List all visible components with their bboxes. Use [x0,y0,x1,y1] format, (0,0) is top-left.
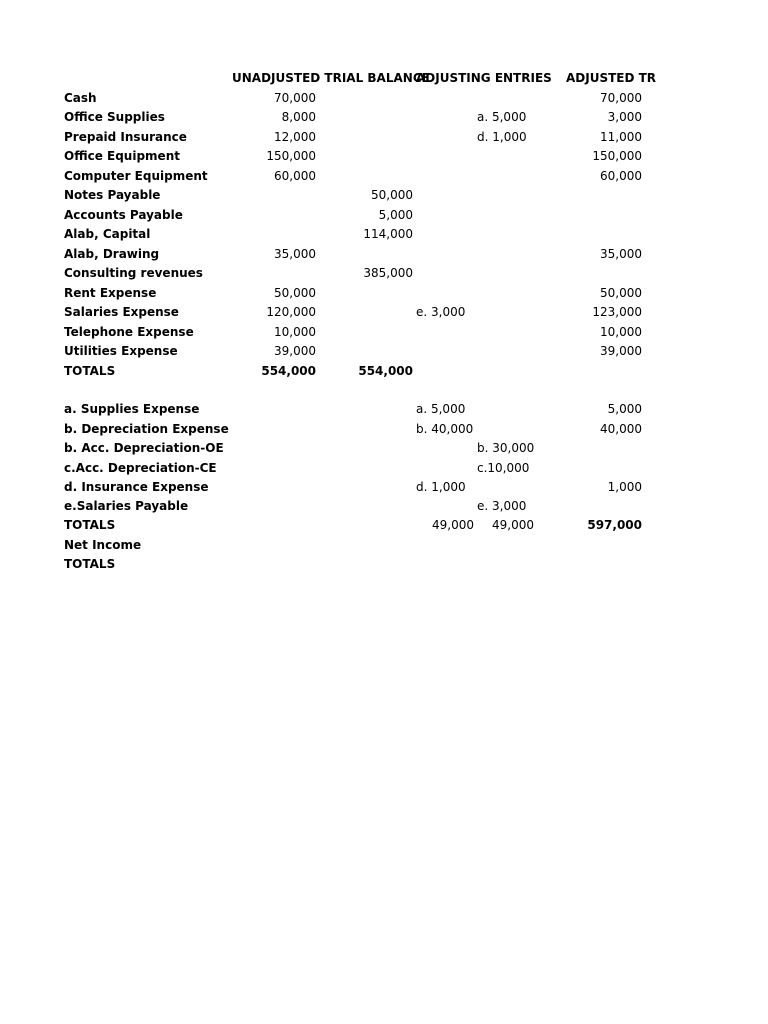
account-row-alab-drawing [0,245,768,265]
adjusted-balance: 50,000 [600,285,642,300]
unadjusted-debit-total: 554,000 [261,363,316,378]
adjusted-balance: 11,000 [600,129,642,144]
account-row-cash [0,89,768,109]
unadjusted-debit: 39,000 [274,344,316,358]
account-name: Consulting revenues [64,266,203,280]
adjusted-balance: 10,000 [600,324,642,339]
account-row-telephone-expense [0,323,768,343]
account-row-office-supplies [0,108,768,128]
adjustment-row-acc-depreciation-ce [0,459,768,479]
unadjusted-credit: 5,000 [378,207,413,222]
adjustment-row-acc-depreciation-oe [0,439,768,459]
account-name: Office Equipment [64,149,180,163]
unadjusted-debit: 70,000 [274,90,316,105]
adjusted-balance: 40,000 [600,421,642,436]
adjusted-balance: 5,000 [607,402,642,416]
unadjusted-debit: 12,000 [274,129,316,144]
header-row [0,69,768,89]
adjustment-row-insurance-expense [0,478,768,498]
account-name: Rent Expense [64,285,157,300]
net-income-row [0,536,768,556]
adjustment-name: c.Acc. Depreciation-CE [64,460,217,475]
unadjusted-debit: 150,000 [266,149,316,163]
adjusting-debit: a. 5,000 [416,402,466,416]
header-unadjusted-trial-balance: UNADJUSTED TRIAL BALANCE [232,71,430,85]
account-name: Utilities Expense [64,344,178,358]
unadjusted-debit: 50,000 [274,285,316,300]
adjustment-row-supplies-expense [0,400,768,420]
unadjusted-debit: 120,000 [266,305,316,319]
account-row-notes-payable [0,186,768,206]
adjusted-balance: 39,000 [600,344,642,358]
adjusting-debit: d. 1,000 [416,480,466,494]
account-row-computer-equipment [0,167,768,187]
adjustment-row-salaries-payable [0,497,768,517]
account-row-utilities-expense [0,342,768,362]
account-row-alab-capital [0,225,768,245]
adjusted-balance: 60,000 [600,168,642,183]
adjustment-name: a. Supplies Expense [64,402,200,416]
account-name: Prepaid Insurance [64,129,187,144]
adjusting-credit: a. 5,000 [477,110,527,124]
account-name: Cash [64,90,97,105]
adjusted-balance: 123,000 [592,305,642,319]
account-row-prepaid-insurance [0,128,768,148]
account-name: Accounts Payable [64,207,183,222]
unadjusted-credit: 114,000 [363,227,413,241]
unadjusted-credit: 50,000 [371,188,413,202]
unadjusted-debit: 8,000 [281,110,316,124]
account-name: Alab, Drawing [64,246,160,261]
adjusting-credit: c.10,000 [477,460,530,475]
totals-label: TOTALS [64,363,116,378]
account-name: Notes Payable [64,188,161,202]
account-row-rent-expense [0,284,768,304]
totals-row-adjusting [0,516,768,536]
adjusting-credit: e. 3,000 [477,499,527,513]
adjusted-balance: 35,000 [600,246,642,261]
account-name: Salaries Expense [64,305,179,319]
adjusting-credit: d. 1,000 [477,129,527,144]
totals-label: TOTALS [64,557,116,571]
account-name: Alab, Capital [64,227,151,241]
account-name: Computer Equipment [64,168,208,183]
account-row-office-equipment [0,147,768,167]
account-row-salaries-expense [0,303,768,323]
unadjusted-debit: 35,000 [274,246,316,261]
account-row-accounts-payable [0,206,768,226]
adjusted-total: 597,000 [587,518,642,532]
account-name: Office Supplies [64,110,165,124]
header-adjusting-entries: ADJUSTING ENTRIES [416,71,552,85]
adjusted-balance: 3,000 [607,110,642,124]
adjustment-name: b. Acc. Depreciation-OE [64,441,224,455]
adjusted-balance: 70,000 [600,90,642,105]
account-row-consulting-revenues [0,264,768,284]
adjustment-name: e.Salaries Payable [64,499,189,513]
adjusting-debit-total: 49,000 [432,518,474,532]
header-adjusted-trial-balance: ADJUSTED TR [566,71,657,85]
adjusting-credit: b. 30,000 [477,441,535,455]
net-income-label: Net Income [64,537,142,552]
adjusting-credit-total: 49,000 [492,518,534,532]
adjustment-row-depreciation-expense [0,420,768,440]
adjusted-balance: 1,000 [607,480,642,494]
unadjusted-credit: 385,000 [363,266,413,280]
adjusting-debit: b. 40,000 [416,421,474,436]
totals-label: TOTALS [64,518,116,532]
adjustment-name: b. Depreciation Expense [64,421,229,436]
adjustment-name: d. Insurance Expense [64,480,209,494]
totals-row-final [0,555,768,575]
unadjusted-debit: 60,000 [274,168,316,183]
unadjusted-debit: 10,000 [274,324,316,339]
account-name: Telephone Expense [64,324,194,339]
unadjusted-credit-total: 554,000 [358,363,413,378]
adjusting-debit: e. 3,000 [416,305,466,319]
totals-row-unadjusted [0,362,768,382]
adjusted-balance: 150,000 [592,149,642,163]
